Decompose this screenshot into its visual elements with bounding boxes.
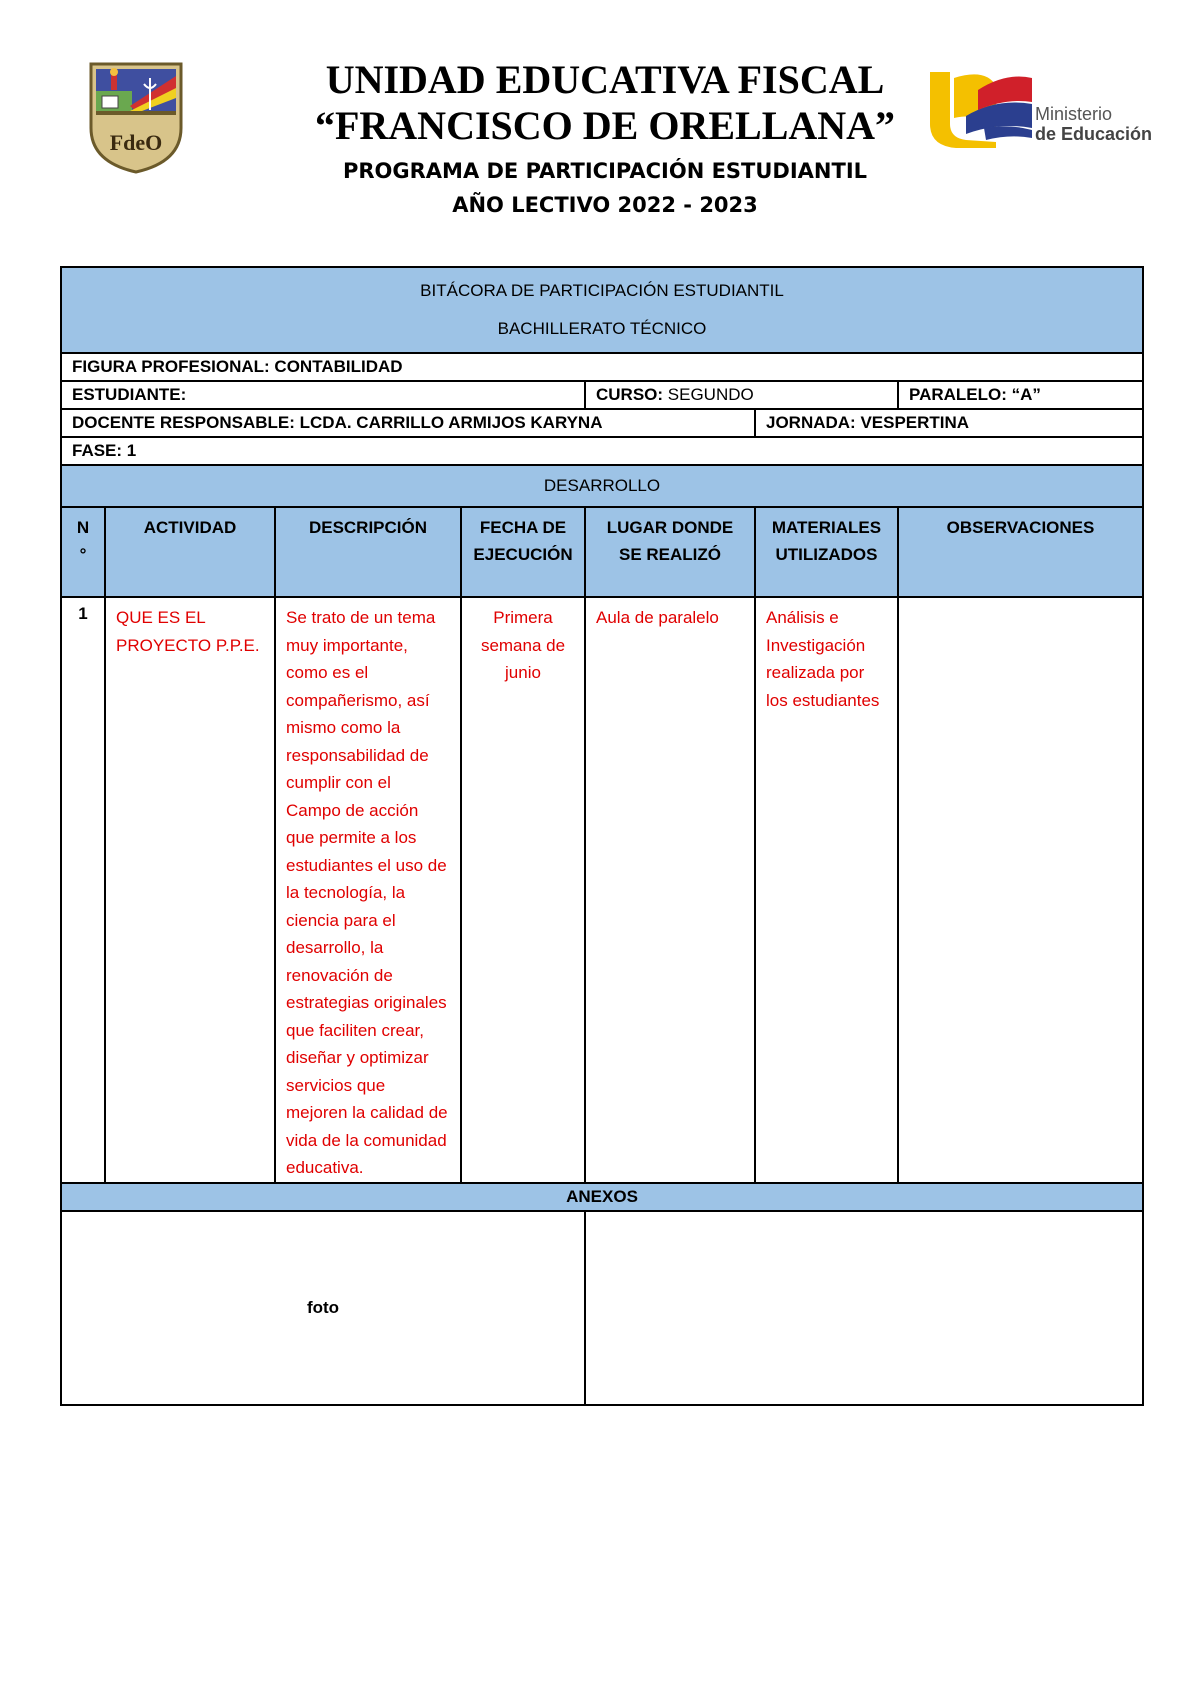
svg-text:FdeO: FdeO bbox=[109, 130, 163, 155]
observaciones-cell bbox=[898, 597, 1143, 1183]
logbook-title-line2: BACHILLERATO TÉCNICO bbox=[497, 319, 707, 338]
figura-profesional-field: FIGURA PROFESIONAL: CONTABILIDAD bbox=[61, 353, 1143, 381]
column-header-actividad: ACTIVIDAD bbox=[105, 507, 275, 597]
logbook-table bbox=[60, 266, 1144, 1406]
fecha-cell: Primera semana de junio bbox=[461, 597, 585, 1183]
lugar-cell: Aula de paralelo bbox=[585, 597, 755, 1183]
ministry-line2: de Educación bbox=[1035, 124, 1153, 144]
logbook-title-line1: BITÁCORA DE PARTICIPACIÓN ESTUDIANTIL bbox=[420, 281, 784, 300]
table-row bbox=[61, 597, 1143, 1183]
anexos-title: ANEXOS bbox=[61, 1183, 1143, 1211]
logbook-title bbox=[61, 267, 1143, 353]
school-shield-logo bbox=[86, 58, 186, 176]
column-header-fecha: FECHA DE EJECUCIÓN bbox=[461, 507, 585, 597]
column-header-observaciones: OBSERVACIONES bbox=[898, 507, 1143, 597]
docente-field: DOCENTE RESPONSABLE: LCDA. CARRILLO ARMIJOS KARYNA bbox=[61, 409, 755, 437]
actividad-cell: QUE ES EL PROYECTO P.P.E. bbox=[105, 597, 275, 1183]
school-name-line2: “FRANCISCO DE ORELLANA” bbox=[314, 103, 896, 148]
descripcion-cell: Se trato de un tema muy importante, como es el compañerismo, así mismo como la responsabilidad de cumplir con el Campo de acción que permite a los estudiantes el uso de la tecnología, la ciencia para el desarrollo, la renovación de estrategias originales que faciliten crear, diseñar y optimizar servicios que mejoren la calidad de vida de la comunidad educativa. bbox=[275, 597, 461, 1183]
program-title: PROGRAMA DE PARTICIPACIÓN ESTUDIANTIL bbox=[342, 159, 868, 183]
curso-label: CURSO: bbox=[596, 385, 664, 404]
school-name-line1: UNIDAD EDUCATIVA FISCAL bbox=[325, 57, 885, 102]
paralelo-field: PARALELO: “A” bbox=[898, 381, 1143, 409]
section-title: DESARROLLO bbox=[61, 465, 1143, 507]
row-number: 1 bbox=[61, 597, 105, 1183]
fase-field: FASE: 1 bbox=[61, 437, 1143, 465]
anexo-photo-left: foto bbox=[61, 1211, 585, 1405]
ministry-line1: Ministerio bbox=[1035, 104, 1113, 124]
document-header bbox=[0, 0, 1200, 230]
estudiante-field: ESTUDIANTE: bbox=[61, 381, 585, 409]
curso-field bbox=[585, 381, 898, 409]
ministry-name bbox=[1035, 104, 1152, 144]
jornada-field: JORNADA: VESPERTINA bbox=[755, 409, 1143, 437]
school-year: AÑO LECTIVO 2022 - 2023 bbox=[452, 193, 758, 217]
materiales-cell: Análisis e Investigación realizada por los estudiantes bbox=[755, 597, 898, 1183]
curso-value: SEGUNDO bbox=[663, 385, 754, 404]
anexo-photo-right bbox=[585, 1211, 1143, 1405]
column-header-materiales: MATERIALES UTILIZADOS bbox=[755, 507, 898, 597]
column-header-descripcion: DESCRIPCIÓN bbox=[275, 507, 461, 597]
column-header-lugar: LUGAR DONDE SE REALIZÓ bbox=[585, 507, 755, 597]
column-header-n: N ° bbox=[61, 507, 105, 597]
